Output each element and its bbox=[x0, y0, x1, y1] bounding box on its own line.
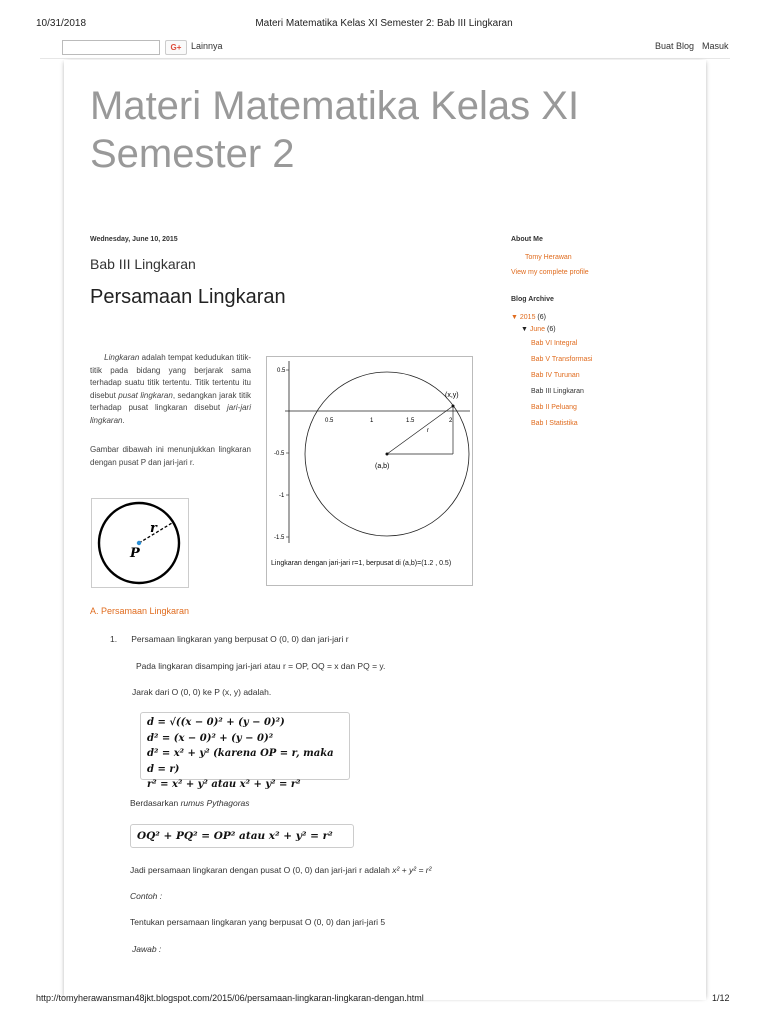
more-link[interactable]: Lainnya bbox=[191, 41, 223, 51]
x-tick-label: 0.5 bbox=[325, 418, 334, 424]
y-tick-label: -1 bbox=[279, 493, 285, 499]
graph-edge-point bbox=[452, 405, 455, 408]
circle-diagram bbox=[92, 499, 188, 587]
center-label: P bbox=[130, 546, 140, 561]
label-ab: (a,b) bbox=[375, 463, 390, 470]
x-tick-label: 1.5 bbox=[406, 418, 415, 424]
circle-figure bbox=[91, 498, 189, 588]
distance-equation-image bbox=[140, 712, 350, 790]
center-point bbox=[137, 541, 141, 545]
year-link[interactable]: 2015 bbox=[519, 314, 536, 321]
intro-text-b: , sedangkan jarak titik terhadap pusat lingkaran disebut bbox=[90, 390, 251, 412]
x-tick-label: 2 bbox=[449, 418, 453, 424]
graph-caption: Lingkaran dengan jari-jari r=1, berpusat di (a,b)=(1.2 , 0.5) bbox=[271, 560, 452, 567]
pythagoras-equation-image: OQ² + PQ² = OP² atau x² + y² = r² bbox=[130, 824, 354, 848]
post-heading: Persamaan Lingkaran bbox=[90, 286, 286, 308]
y-tick-label: -1.5 bbox=[274, 535, 285, 541]
archive-post-link[interactable]: Bab VI Integral bbox=[531, 340, 578, 347]
blog-title[interactable]: Materi Matematika Kelas XI Semester 2 bbox=[90, 84, 580, 176]
archive-month bbox=[521, 326, 691, 333]
term-radius: jari-jari lingkaran bbox=[90, 403, 251, 425]
paragraph-line bbox=[130, 798, 250, 808]
archive-post-link[interactable]: Bab II Peluang bbox=[531, 404, 577, 411]
equation-line: r² = x² + y² atau x² + y² = r² bbox=[147, 779, 301, 790]
graph-center-point bbox=[386, 453, 389, 456]
profile-link[interactable]: View my complete profile bbox=[511, 269, 589, 276]
about-heading: About Me bbox=[511, 236, 543, 243]
x-tick-label: 1 bbox=[370, 418, 374, 424]
label-xy: (x,y) bbox=[445, 392, 459, 399]
paragraph-line: Jarak dari O (0, 0) ke P (x, y) adalah. bbox=[132, 687, 272, 697]
answer-label: Jawab : bbox=[132, 944, 162, 954]
blogger-navbar bbox=[40, 36, 730, 59]
graph-radius bbox=[387, 406, 453, 454]
section-a-heading: A. Persamaan Lingkaran bbox=[90, 606, 190, 616]
archive-post-link[interactable]: Bab V Transformasi bbox=[531, 356, 593, 363]
circle-graph bbox=[266, 356, 473, 586]
blog-page bbox=[64, 60, 706, 1000]
archive-heading: Blog Archive bbox=[511, 296, 554, 303]
intro-text-a: adalah tempat kedudukan titik-titik pada bidang yang berjarak sama terhadap suatu titik tertentu. Titik tertentu itu disebut bbox=[90, 353, 251, 400]
sidebar bbox=[511, 236, 691, 432]
author-link[interactable]: Tomy Herawan bbox=[525, 254, 572, 261]
equation-line: d² = x² + y² (karena OP = r, maka d = r) bbox=[147, 748, 334, 775]
print-page-number: 1/12 bbox=[712, 993, 730, 1003]
term-lingkaran: Lingkaran bbox=[104, 353, 140, 362]
paragraph-line bbox=[130, 865, 431, 875]
list-item-1 bbox=[110, 634, 349, 644]
print-date: 10/31/2018 bbox=[36, 18, 87, 29]
paragraph-line: Pada lingkaran disamping jari-jari atau r = OP, OQ = x dan PQ = y. bbox=[136, 661, 386, 671]
label-r: r bbox=[427, 428, 429, 434]
example-label: Contoh : bbox=[130, 891, 163, 901]
text-italic: x² + y² = r² bbox=[392, 865, 432, 875]
paragraph-line: Tentukan persamaan lingkaran yang berpusat O (0, 0) dan jari-jari 5 bbox=[130, 917, 386, 927]
year-toggle-icon[interactable]: ▼ bbox=[511, 314, 518, 321]
equation-line: d = √((x − 0)² + (y − 0)²) bbox=[147, 717, 285, 728]
archive-post-list bbox=[531, 336, 691, 432]
intro-paragraph bbox=[90, 352, 251, 427]
archive-post-link[interactable]: Bab I Statistika bbox=[531, 420, 578, 427]
graph-svg bbox=[267, 357, 472, 557]
radius-label: r bbox=[150, 521, 157, 536]
year-count: (6) bbox=[537, 314, 546, 321]
print-title: Materi Matematika Kelas XI Semester 2: Bab III Lingkaran bbox=[255, 18, 513, 29]
month-toggle-icon[interactable]: ▼ bbox=[521, 326, 528, 333]
print-header bbox=[0, 0, 768, 34]
intro-paragraph-2: Gambar dibawah ini menunjukkan lingkaran dengan pusat P dan jari-jari r. bbox=[90, 445, 251, 467]
print-footer-url: http://tomyherawansman48jkt.blogspot.com/2015/06/persamaan-lingkaran-lingkaran-dengan.html bbox=[36, 993, 424, 1003]
archive-post-link[interactable]: Bab IV Turunan bbox=[531, 372, 580, 379]
create-blog-link[interactable]: Buat Blog bbox=[655, 41, 695, 51]
post-title[interactable]: Bab III Lingkaran bbox=[90, 256, 196, 272]
list-item-text: Persamaan lingkaran yang berpusat O (0, 0) dan jari-jari r bbox=[131, 634, 349, 644]
y-tick-label: 0.5 bbox=[277, 368, 286, 374]
archive-post-current: Bab III Lingkaran bbox=[531, 388, 584, 395]
text-span: Berdasarkan bbox=[130, 798, 181, 808]
equation-line: d² = (x − 0)² + (y − 0)² bbox=[147, 732, 274, 744]
navbar-search-input[interactable] bbox=[62, 40, 160, 55]
text-span: Jadi persamaan lingkaran dengan pusat O (0, 0) dan jari-jari r adalah bbox=[130, 865, 393, 875]
intro-text-c: . bbox=[122, 415, 125, 425]
google-plus-button[interactable]: G+ bbox=[165, 40, 187, 55]
month-link[interactable]: June bbox=[529, 326, 546, 333]
month-count: (6) bbox=[547, 326, 556, 333]
text-italic: rumus Pythagoras bbox=[180, 798, 250, 808]
list-number: 1. bbox=[110, 634, 118, 644]
post-date: Wednesday, June 10, 2015 bbox=[90, 236, 178, 243]
archive-year bbox=[511, 314, 691, 321]
sign-in-link[interactable]: Masuk bbox=[702, 41, 729, 51]
y-tick-label: -0.5 bbox=[274, 451, 285, 457]
term-center: pusat lingkaran bbox=[118, 390, 173, 400]
